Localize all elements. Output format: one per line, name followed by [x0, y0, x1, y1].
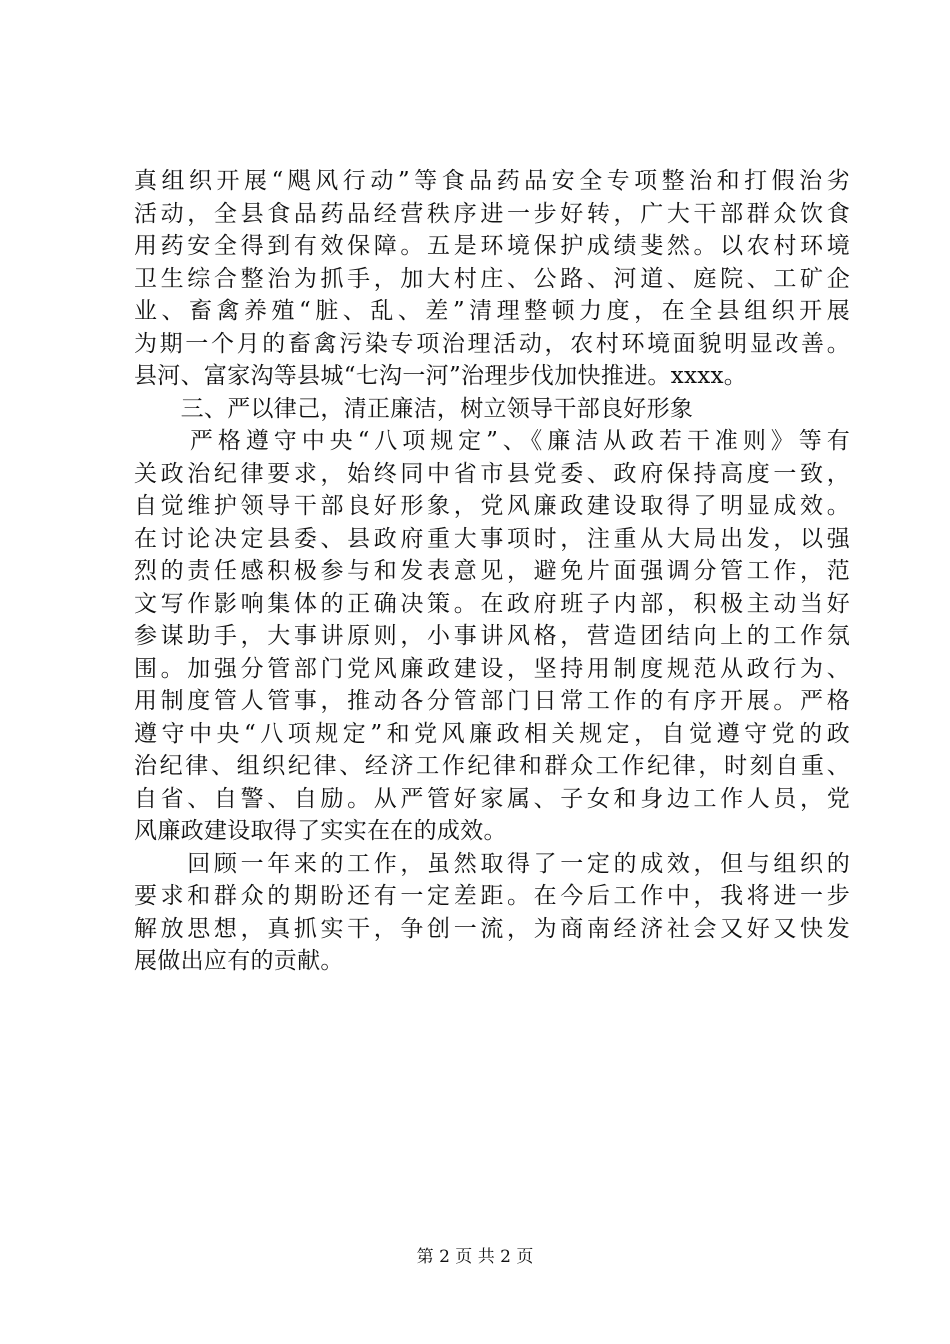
text-line: 关政治纪律要求，始终同中省市县党委、政府保持高度一致， [134, 460, 850, 487]
text-line: 自觉维护领导干部良好形象，党风廉政建设取得了明显成效。 [134, 493, 850, 519]
text-line: 业、畜禽养殖“脏、乱、差”清理整顿力度，在全县组织开展 [134, 298, 850, 324]
document-body [134, 165, 850, 978]
text-line: 用制度管人管事，推动各分管部门日常工作的有序开展。严格 [134, 688, 850, 714]
text-line: 在讨论决定县委、县政府重大事项时，注重从大局出发，以强 [134, 525, 850, 552]
text-line: 烈的责任感积极参与和发表意见，避免片面强调分管工作，范 [134, 558, 850, 584]
text-line: 回顾一年来的工作，虽然取得了一定的成效，但与组织的 [134, 850, 850, 877]
text-line: 参谋助手，大事讲原则，小事讲风格，营造团结向上的工作氛 [134, 623, 850, 649]
text-line: 为期一个月的畜禽污染专项治理活动，农村环境面貌明显改善。 [134, 330, 850, 357]
section-heading: 三、严以律己，清正廉洁，树立领导干部良好形象 [134, 395, 694, 422]
text-line: 用药安全得到有效保障。五是环境保护成绩斐然。以农村环境 [134, 233, 850, 259]
text-line: 风廉政建设取得了实实在在的成效。 [134, 818, 507, 844]
text-line: 县河、富家沟等县城“七沟一河”治理步伐加快推进。xxxx。 [134, 363, 748, 389]
text-line: 文写作影响集体的正确决策。在政府班子内部，积极主动当好 [134, 590, 850, 617]
page-footer: 第 2 页 共 2 页 [416, 1247, 534, 1267]
text-line: 展做出应有的贡献。 [134, 948, 344, 974]
text-line: 治纪律、组织纪律、经济工作纪律和群众工作纪律，时刻自重、 [134, 753, 850, 779]
text-line: 卫生综合整治为抓手，加大村庄、公路、河道、庭院、工矿企 [134, 265, 850, 292]
text-line: 真组织开展“飓风行动”等食品药品安全专项整治和打假治劣 [134, 168, 850, 194]
text-line: 围。加强分管部门党风廉政建设，坚持用制度规范从政行为、 [134, 655, 850, 682]
text-line: 遵守中央“八项规定”和党风廉政相关规定，自觉遵守党的政 [134, 720, 850, 747]
text-line: 要求和群众的期盼还有一定差距。在今后工作中，我将进一步 [134, 883, 850, 909]
text-line: 严格遵守中央“八项规定”、《廉洁从政若干准则》等有 [134, 428, 850, 454]
text-line: 活动，全县食品药品经营秩序进一步好转，广大干部群众饮食 [134, 200, 850, 227]
text-line: 自省、自警、自励。从严管好家属、子女和身边工作人员，党 [134, 785, 850, 812]
text-line: 解放思想，真抓实干，争创一流，为商南经济社会又好又快发 [134, 915, 850, 942]
